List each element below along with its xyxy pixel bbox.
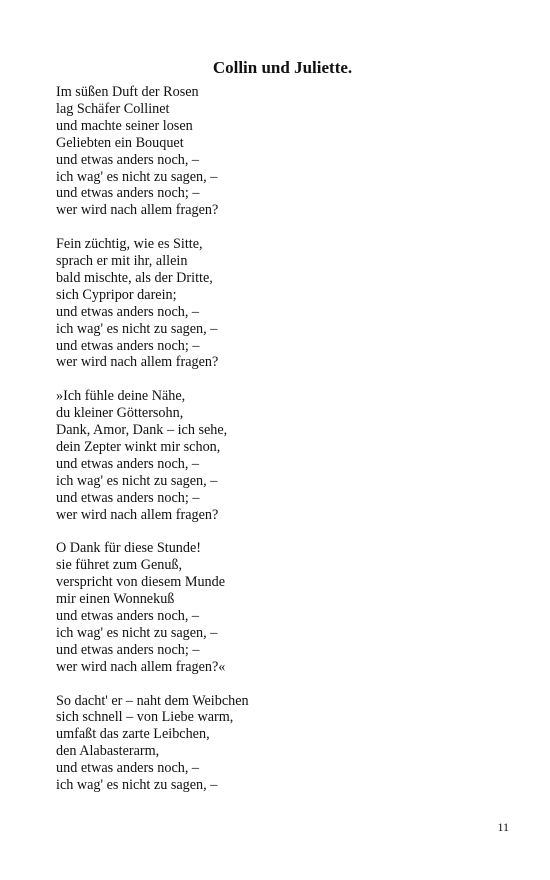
verse-line: und etwas anders noch; –: [56, 185, 200, 202]
verse-line: ich wag' es nicht zu sagen, –: [56, 777, 218, 794]
stanza: [56, 388, 496, 523]
stanza: [56, 84, 496, 219]
stanza: [56, 236, 496, 371]
verse-line: »Ich fühle deine Nähe,: [56, 388, 186, 405]
page-number: 11: [497, 820, 509, 834]
verse-line: dein Zepter winkt mir schon,: [56, 439, 221, 455]
verse-line: und etwas anders noch, –: [56, 303, 200, 320]
verse-line: wer wird nach allem fragen?«: [56, 658, 226, 675]
verse-line: und etwas anders noch, –: [56, 608, 200, 625]
verse-line: Im süßen Duft der Rosen: [56, 84, 199, 100]
verse-line: So dacht' er – naht dem Weibchen: [56, 692, 249, 709]
verse-line: sie führet zum Genuß,: [56, 557, 183, 574]
verse-line: und etwas anders noch; –: [56, 337, 200, 354]
verse-line: ich wag' es nicht zu sagen, –: [56, 320, 218, 337]
verse-line: wer wird nach allem fragen?: [56, 506, 219, 523]
verse-line: sich Cypripor darein;: [56, 286, 177, 303]
verse-line: sprach er mit ihr, allein: [56, 253, 188, 270]
verse-line: bald mischte, als der Dritte,: [56, 269, 213, 286]
verse-line: wer wird nach allem fragen?: [56, 354, 219, 371]
verse-line: O Dank für diese Stunde!: [56, 540, 201, 557]
verse-line: wer wird nach allem fragen?: [56, 202, 219, 219]
verse-line: und etwas anders noch; –: [56, 489, 200, 506]
stanza: [56, 693, 496, 794]
verse-line: umfaßt das zarte Leibchen,: [56, 726, 210, 743]
verse-line: Geliebten ein Bouquet: [56, 134, 184, 151]
stanza: [56, 540, 496, 675]
verse-line: du kleiner Göttersohn,: [56, 405, 184, 422]
verse-line: lag Schäfer Collinet: [56, 100, 170, 117]
verse-line: und etwas anders noch, –: [56, 760, 200, 777]
verse-line: und machte seiner losen: [56, 117, 193, 134]
poem-body: [56, 84, 496, 811]
verse-line: ich wag' es nicht zu sagen, –: [56, 624, 218, 641]
verse-line: mir einen Wonnekuß: [56, 591, 175, 608]
verse-line: ich wag' es nicht zu sagen, –: [56, 472, 218, 489]
verse-line: ich wag' es nicht zu sagen, –: [56, 168, 218, 185]
verse-line: Fein züchtig, wie es Sitte,: [56, 236, 203, 253]
poem-title: Collin und Juliette.: [212, 58, 353, 77]
verse-line: verspricht von diesem Munde: [56, 574, 226, 591]
verse-line: den Alabasterarm,: [56, 743, 160, 760]
verse-line: sich schnell – von Liebe warm,: [56, 709, 234, 726]
verse-line: Dank, Amor, Dank – ich sehe,: [56, 422, 228, 439]
verse-line: und etwas anders noch, –: [56, 151, 200, 168]
verse-line: und etwas anders noch, –: [56, 455, 200, 472]
verse-line: und etwas anders noch; –: [56, 641, 200, 658]
